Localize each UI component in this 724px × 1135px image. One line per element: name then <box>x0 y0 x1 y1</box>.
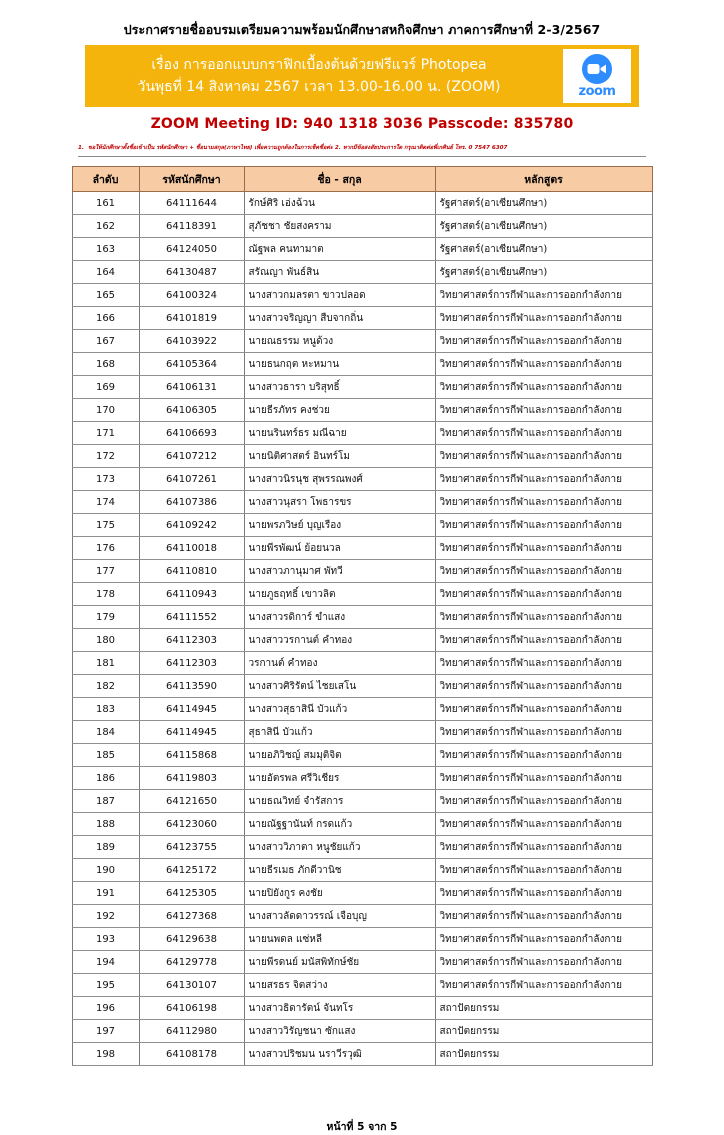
roster-table-body <box>72 192 652 1066</box>
column-header-no: ลำดับ <box>72 167 139 192</box>
cell-no: 191 <box>72 882 139 905</box>
banner-text-block <box>85 45 553 107</box>
cell-no: 189 <box>72 836 139 859</box>
cell-no: 164 <box>72 261 139 284</box>
cell-program: รัฐศาสตร์(อาเซียนศึกษา) <box>435 261 652 284</box>
cell-program: รัฐศาสตร์(อาเซียนศึกษา) <box>435 215 652 238</box>
cell-name: สรัณญา พันธ์สิน <box>244 261 435 284</box>
video-camera-icon <box>582 54 612 84</box>
cell-program: สถาปัตยกรรม <box>435 1043 652 1066</box>
cell-student-id: 64101819 <box>139 307 244 330</box>
table-row <box>72 836 652 859</box>
cell-no: 173 <box>72 468 139 491</box>
cell-student-id: 64123060 <box>139 813 244 836</box>
table-row <box>72 353 652 376</box>
cell-name: วรกานต์ คำทอง <box>244 652 435 675</box>
table-row <box>72 537 652 560</box>
cell-student-id: 64129778 <box>139 951 244 974</box>
table-row <box>72 445 652 468</box>
page-footer: หน้าที่ 5 จาก 5 <box>326 1121 398 1134</box>
cell-name: นายธณวิทย์ จำรัสการ <box>244 790 435 813</box>
cell-program: วิทยาศาสตร์การกีฬาและการออกกำลังกาย <box>435 951 652 974</box>
column-header-program: หลักสูตร <box>435 167 652 192</box>
cell-name: นางสาววิรัญชนา ซักแสง <box>244 1020 435 1043</box>
cell-program: วิทยาศาสตร์การกีฬาและการออกกำลังกาย <box>435 974 652 997</box>
cell-student-id: 64118391 <box>139 215 244 238</box>
cell-program: รัฐศาสตร์(อาเซียนศึกษา) <box>435 238 652 261</box>
cell-student-id: 64107386 <box>139 491 244 514</box>
cell-program: วิทยาศาสตร์การกีฬาและการออกกำลังกาย <box>435 445 652 468</box>
cell-program: วิทยาศาสตร์การกีฬาและการออกกำลังกาย <box>435 583 652 606</box>
cell-program: วิทยาศาสตร์การกีฬาและการออกกำลังกาย <box>435 491 652 514</box>
cell-name: ณัฐพล คนทามาต <box>244 238 435 261</box>
table-row <box>72 468 652 491</box>
table-row <box>72 790 652 813</box>
table-row <box>72 514 652 537</box>
cell-no: 180 <box>72 629 139 652</box>
cell-name: นายพีรพัฒน์ ย้อยนวล <box>244 537 435 560</box>
cell-program: วิทยาศาสตร์การกีฬาและการออกกำลังกาย <box>435 652 652 675</box>
cell-program: วิทยาศาสตร์การกีฬาและการออกกำลังกาย <box>435 882 652 905</box>
table-row <box>72 261 652 284</box>
cell-student-id: 64121650 <box>139 790 244 813</box>
table-row <box>72 192 652 215</box>
cell-name: นายนพดล แซ่หลี <box>244 928 435 951</box>
cell-name: นางสาวปริชมน นราวีรวุฒิ <box>244 1043 435 1066</box>
cell-student-id: 64110018 <box>139 537 244 560</box>
cell-name: นายพีรดนย์ มนัสพิทักษ์ชัย <box>244 951 435 974</box>
table-row <box>72 744 652 767</box>
cell-program: วิทยาศาสตร์การกีฬาและการออกกำลังกาย <box>435 307 652 330</box>
cell-name: นายสรธร จิตสว่าง <box>244 974 435 997</box>
cell-no: 167 <box>72 330 139 353</box>
table-row <box>72 1020 652 1043</box>
note-number: 1. <box>78 145 85 151</box>
cell-program: วิทยาศาสตร์การกีฬาและการออกกำลังกาย <box>435 790 652 813</box>
table-row <box>72 422 652 445</box>
table-row <box>72 330 652 353</box>
cell-no: 182 <box>72 675 139 698</box>
cell-no: 196 <box>72 997 139 1020</box>
cell-program: วิทยาศาสตร์การกีฬาและการออกกำลังกาย <box>435 721 652 744</box>
cell-name: นายนรินทร์ธร มณีฉาย <box>244 422 435 445</box>
cell-no: 178 <box>72 583 139 606</box>
cell-program: วิทยาศาสตร์การกีฬาและการออกกำลังกาย <box>435 836 652 859</box>
zoom-logo <box>563 49 631 103</box>
zoom-wordmark: zoom <box>578 84 616 99</box>
cell-program: วิทยาศาสตร์การกีฬาและการออกกำลังกาย <box>435 376 652 399</box>
cell-program: วิทยาศาสตร์การกีฬาและการออกกำลังกาย <box>435 905 652 928</box>
table-row <box>72 399 652 422</box>
cell-name: นางสาวสุธาสินี บัวแก้ว <box>244 698 435 721</box>
event-banner <box>85 45 639 107</box>
table-row <box>72 721 652 744</box>
cell-student-id: 64106198 <box>139 997 244 1020</box>
cell-name: นางสาววิภาตา หนูชัยแก้ว <box>244 836 435 859</box>
cell-program: วิทยาศาสตร์การกีฬาและการออกกำลังกาย <box>435 675 652 698</box>
cell-student-id: 64129638 <box>139 928 244 951</box>
cell-student-id: 64112303 <box>139 652 244 675</box>
table-header-row <box>72 167 652 192</box>
cell-student-id: 64123755 <box>139 836 244 859</box>
cell-name: นายณัฐฐานันท์ กรดแก้ว <box>244 813 435 836</box>
table-row <box>72 629 652 652</box>
cell-program: วิทยาศาสตร์การกีฬาและการออกกำลังกาย <box>435 284 652 307</box>
cell-name: นายธีรเมธ ภักดีวานิช <box>244 859 435 882</box>
cell-no: 193 <box>72 928 139 951</box>
cell-no: 197 <box>72 1020 139 1043</box>
cell-student-id: 64109242 <box>139 514 244 537</box>
cell-name: นายปิยังกูร คงชัย <box>244 882 435 905</box>
cell-program: วิทยาศาสตร์การกีฬาและการออกกำลังกาย <box>435 560 652 583</box>
cell-student-id: 64112303 <box>139 629 244 652</box>
cell-no: 163 <box>72 238 139 261</box>
cell-student-id: 64125305 <box>139 882 244 905</box>
cell-program: รัฐศาสตร์(อาเซียนศึกษา) <box>435 192 652 215</box>
cell-program: สถาปัตยกรรม <box>435 1020 652 1043</box>
cell-student-id: 64114945 <box>139 698 244 721</box>
cell-name: นายอภิวิชญ์ สมมุติจิต <box>244 744 435 767</box>
banner-subject-line: เรื่อง การออกแบบกราฟิกเบื้องต้นด้วยฟรีแวร์ Photopea <box>151 56 487 73</box>
cell-student-id: 64112980 <box>139 1020 244 1043</box>
cell-student-id: 64111644 <box>139 192 244 215</box>
cell-program: วิทยาศาสตร์การกีฬาและการออกกำลังกาย <box>435 698 652 721</box>
cell-name: รักษ์ศิริ เอ่งฉ้วน <box>244 192 435 215</box>
cell-no: 170 <box>72 399 139 422</box>
cell-no: 181 <box>72 652 139 675</box>
cell-program: วิทยาศาสตร์การกีฬาและการออกกำลังกาย <box>435 767 652 790</box>
horizontal-divider <box>78 156 646 157</box>
cell-program: วิทยาศาสตร์การกีฬาและการออกกำลังกาย <box>435 629 652 652</box>
cell-student-id: 64108178 <box>139 1043 244 1066</box>
cell-no: 176 <box>72 537 139 560</box>
cell-no: 165 <box>72 284 139 307</box>
cell-name: นางสาวศิริรัตน์ ไชยเสโน <box>244 675 435 698</box>
cell-student-id: 64124050 <box>139 238 244 261</box>
cell-name: สุธาสินี บัวแก้ว <box>244 721 435 744</box>
cell-student-id: 64110810 <box>139 560 244 583</box>
cell-name: นางสาวกมลรตา ขาวปลอด <box>244 284 435 307</box>
cell-name: นางสาวนิรนุช สุพรรณพงศ์ <box>244 468 435 491</box>
table-row <box>72 928 652 951</box>
cell-program: วิทยาศาสตร์การกีฬาและการออกกำลังกาย <box>435 537 652 560</box>
table-row <box>72 652 652 675</box>
table-row <box>72 307 652 330</box>
table-row <box>72 997 652 1020</box>
cell-student-id: 64105364 <box>139 353 244 376</box>
cell-student-id: 64107212 <box>139 445 244 468</box>
cell-no: 171 <box>72 422 139 445</box>
cell-student-id: 64106131 <box>139 376 244 399</box>
cell-no: 195 <box>72 974 139 997</box>
cell-student-id: 64103922 <box>139 330 244 353</box>
cell-student-id: 64130107 <box>139 974 244 997</box>
cell-no: 175 <box>72 514 139 537</box>
cell-program: วิทยาศาสตร์การกีฬาและการออกกำลังกาย <box>435 606 652 629</box>
cell-name: นางสาวภานุมาศ พัทวี <box>244 560 435 583</box>
column-header-student-id: รหัสนักศึกษา <box>139 167 244 192</box>
cell-name: นางสาวธารา บริสุทธิ์ <box>244 376 435 399</box>
cell-student-id: 64114945 <box>139 721 244 744</box>
instruction-note <box>78 145 646 151</box>
cell-no: 185 <box>72 744 139 767</box>
table-row <box>72 238 652 261</box>
cell-no: 184 <box>72 721 139 744</box>
cell-name: นางสาวรดิการ์ ขำแสง <box>244 606 435 629</box>
cell-no: 161 <box>72 192 139 215</box>
table-row <box>72 767 652 790</box>
cell-no: 194 <box>72 951 139 974</box>
roster-table <box>72 166 653 1066</box>
table-row <box>72 1043 652 1066</box>
cell-student-id: 64100324 <box>139 284 244 307</box>
cell-student-id: 64130487 <box>139 261 244 284</box>
cell-program: วิทยาศาสตร์การกีฬาและการออกกำลังกาย <box>435 468 652 491</box>
cell-student-id: 64111552 <box>139 606 244 629</box>
cell-program: วิทยาศาสตร์การกีฬาและการออกกำลังกาย <box>435 928 652 951</box>
cell-name: นางสาววรกานต์ คำทอง <box>244 629 435 652</box>
cell-program: วิทยาศาสตร์การกีฬาและการออกกำลังกาย <box>435 353 652 376</box>
cell-student-id: 64106693 <box>139 422 244 445</box>
cell-program: วิทยาศาสตร์การกีฬาและการออกกำลังกาย <box>435 813 652 836</box>
table-row <box>72 951 652 974</box>
cell-student-id: 64110943 <box>139 583 244 606</box>
cell-program: วิทยาศาสตร์การกีฬาและการออกกำลังกาย <box>435 744 652 767</box>
cell-name: นางสาวนุสรา โพธารขร <box>244 491 435 514</box>
cell-no: 188 <box>72 813 139 836</box>
table-row <box>72 905 652 928</box>
table-row <box>72 215 652 238</box>
cell-no: 169 <box>72 376 139 399</box>
cell-name: นายธีรภัทร คงช่วย <box>244 399 435 422</box>
cell-name: นางสาวลัดดาวรรณ์ เจือบุญ <box>244 905 435 928</box>
table-row <box>72 606 652 629</box>
table-row <box>72 560 652 583</box>
zoom-meeting-info: ZOOM Meeting ID: 940 1318 3036 Passcode: 835780 <box>150 116 574 132</box>
cell-no: 177 <box>72 560 139 583</box>
cell-name: นายธนกฤต หะหมาน <box>244 353 435 376</box>
cell-name: นายอัตรพล ศรีวิเชียร <box>244 767 435 790</box>
table-row <box>72 583 652 606</box>
cell-program: สถาปัตยกรรม <box>435 997 652 1020</box>
cell-student-id: 64107261 <box>139 468 244 491</box>
cell-program: วิทยาศาสตร์การกีฬาและการออกกำลังกาย <box>435 422 652 445</box>
note-text: ขอให้นักศึกษาตั้งชื่อเข้าเป็น รหัสนักศึกษา + ชื่อนามสกุล(ภาษาไทย) เพื่อความถูกต้องในการเช็คชื่อต่ะ 2. หากมีข้อสงสัยประการใด กรุณาติดต่อพี่เกศินย์ โทร. 0 7547 6307 <box>88 145 508 151</box>
cell-student-id: 64127368 <box>139 905 244 928</box>
banner-datetime-line: วันพุธที่ 14 สิงหาคม 2567 เวลา 13.00-16.00 น. (ZOOM) <box>137 79 501 95</box>
cell-name: สุภัชชา ชัยสงคราม <box>244 215 435 238</box>
cell-no: 198 <box>72 1043 139 1066</box>
table-row <box>72 698 652 721</box>
cell-no: 174 <box>72 491 139 514</box>
cell-student-id: 64113590 <box>139 675 244 698</box>
table-row <box>72 491 652 514</box>
cell-name: นางสาวธิดารัตน์ จันทโร <box>244 997 435 1020</box>
cell-no: 166 <box>72 307 139 330</box>
cell-name: นายพรภวิษย์ บุญเรือง <box>244 514 435 537</box>
cell-no: 190 <box>72 859 139 882</box>
cell-no: 192 <box>72 905 139 928</box>
table-row <box>72 376 652 399</box>
cell-no: 168 <box>72 353 139 376</box>
column-header-name: ชื่อ - สกุล <box>244 167 435 192</box>
cell-no: 162 <box>72 215 139 238</box>
cell-program: วิทยาศาสตร์การกีฬาและการออกกำลังกาย <box>435 399 652 422</box>
table-row <box>72 859 652 882</box>
page-title: ประกาศรายชื่ออบรมเตรียมความพร้อมนักศึกษาสหกิจศึกษา ภาคการศึกษาที่ 2-3/2567 <box>123 22 601 37</box>
cell-name: นายนิติศาสตร์ อินทร์โม <box>244 445 435 468</box>
cell-program: วิทยาศาสตร์การกีฬาและการออกกำลังกาย <box>435 859 652 882</box>
cell-no: 179 <box>72 606 139 629</box>
table-row <box>72 882 652 905</box>
cell-name: นายภูธฤทธิ์ เขาวลิต <box>244 583 435 606</box>
cell-no: 187 <box>72 790 139 813</box>
cell-student-id: 64119803 <box>139 767 244 790</box>
cell-no: 186 <box>72 767 139 790</box>
cell-no: 172 <box>72 445 139 468</box>
cell-student-id: 64125172 <box>139 859 244 882</box>
table-row <box>72 284 652 307</box>
cell-name: นายณธรรม หนูด้วง <box>244 330 435 353</box>
cell-name: นางสาวจริญญา สืบจากถิ่น <box>244 307 435 330</box>
cell-student-id: 64115868 <box>139 744 244 767</box>
cell-no: 183 <box>72 698 139 721</box>
table-row <box>72 974 652 997</box>
cell-program: วิทยาศาสตร์การกีฬาและการออกกำลังกาย <box>435 330 652 353</box>
cell-student-id: 64106305 <box>139 399 244 422</box>
cell-program: วิทยาศาสตร์การกีฬาและการออกกำลังกาย <box>435 514 652 537</box>
table-row <box>72 813 652 836</box>
table-row <box>72 675 652 698</box>
